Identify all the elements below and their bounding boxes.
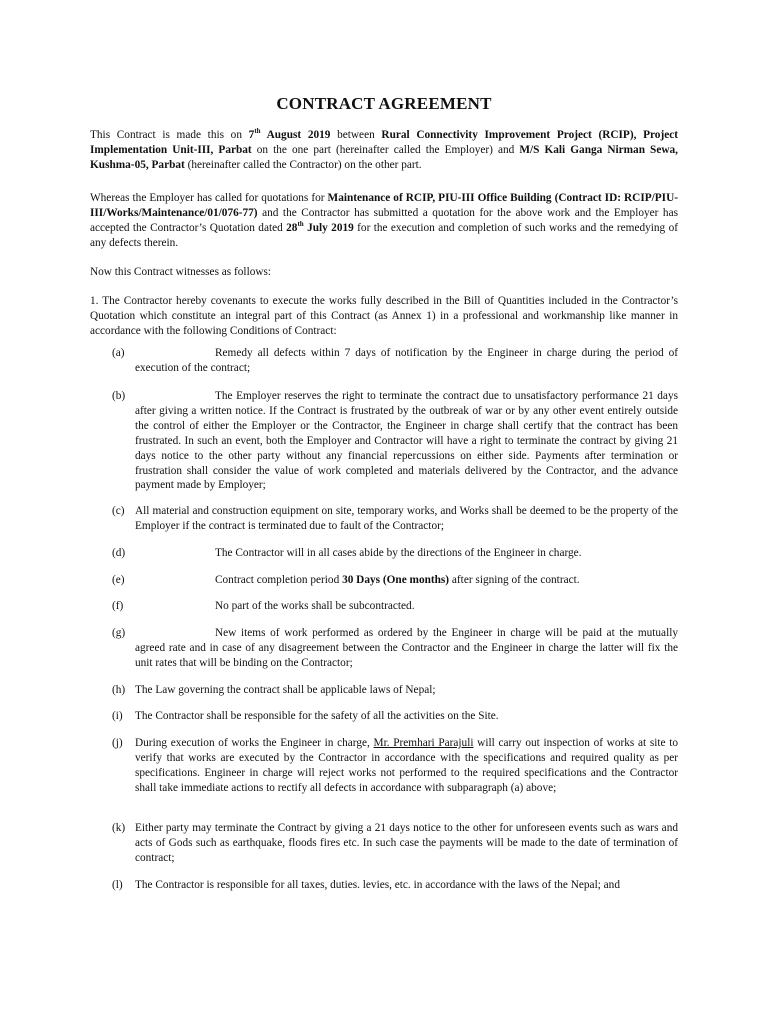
item-label: (f) [112,600,124,612]
employer-name: Rural Connectivity Improvement Project (RCIP), Project Implementation Unit-III, Parbat [90,129,679,156]
clause-item-d: (d) The Contractor will in all cases abide by the directions of the Engineer in charge. [112,547,582,559]
clause-item-g: (g) New items of work performed as ordered by the Engineer in charge will be paid at the mutually agreed rate and in case of any disagreement between the Contractor and the Engineer in charge the latter will fix the unit rates that will be binding on the Contractor; [112,627,678,669]
item-label: (b) [112,390,126,402]
item-label: (k) [112,822,126,834]
clause-item-l: (l) The Contractor is responsible for all taxes, duties. levies, etc. in accordance with the laws of the Nepal; and [112,879,620,891]
clause-item-k: (k) Either party may terminate the Contract by giving a 21 days notice to the other for unforeseen events such as wars and acts of Gods such as earthquake, floods fires etc. In such case the payments will be made to the date of termination of contract; [112,822,678,864]
clause-item-j: (j) During execution of works the Engineer in charge, Mr. Premhari Parajuli will carry out inspection of works at site to verify that works are executed by the Contractor in accordance with the specifications and required quality as per specifications. Engineer in charge will reject works not performed to the required specifications and the Contractor shall take immediate actions to rectify all defects in accordance with subparagraph (a) above; [112,737,678,794]
work-name: Maintenance of RCIP, PIU-III Office Building (Contract ID: RCIP/PIU-III/Works/Maintenance/01/076-77) [90,192,678,219]
item-label: (a) [112,347,125,359]
document-title: CONTRACT AGREEMENT [276,94,492,113]
clause-item-i: (i) The Contractor shall be responsible for the safety of all the activities on the Site. [112,710,499,722]
clause-item-a: (a) Remedy all defects within 7 days of notification by the Engineer in charge during the period of execution of the contract; [112,347,678,374]
contractor-name: M/S Kali Ganga Nirman Sewa, Kushma-05, Parbat [90,143,678,171]
clause-1: 1. The Contractor hereby covenants to execute the works fully described in the Bill of Quantities included in the Contractor’s Quotation which constitute an integral part of this Contract (as Annex 1) in a professional and workmanship like manner in accordance with the following Conditions of Contract: [90,295,678,337]
item-label: (i) [112,710,123,722]
clause-item-c: (c) All material and construction equipment on site, temporary works, and Works shall be deemed to be the property of the Employer if the contract is terminated due to fault of the Contractor; [112,505,678,532]
item-label: (j) [112,737,123,749]
engineer-name: Mr. Premhari Parajuli [373,737,474,749]
clause-item-e: (e) Contract completion period 30 Days (One months) after signing of the contract. [112,574,580,586]
item-label: (e) [112,574,125,586]
item-label: (d) [112,547,126,559]
item-label: (c) [112,505,125,517]
clause-item-f: (f) No part of the works shall be subcontracted. [112,600,415,612]
clause-item-h: (h) The Law governing the contract shall be applicable laws of Nepal; [112,684,436,696]
intro-paragraph: This Contract is made this on 7th August 2019 between Rural Connectivity Improvement Project (RCIP), Project Implementation Unit-III, Parbat on the one part (hereinafter called the Employer) and M/S Kali Ganga Nirman Sewa, Kushma-05, Parbat (hereinafter called the Contractor) on the other part. [90,127,679,171]
clause-item-b: (b) The Employer reserves the right to terminate the contract due to unsatisfactory performance 21 days after giving a written notice. If the Contract is frustrated by the outbreak of war or by any other event entirely outside the control of either the Employer or the Contractor, the Engineer in charge shall certify that the contract has been frustrated. In such an event, both the Employer and Contractor will have a right to terminate the contract by giving 21 days notice to the other party without any financial repercussions on either side. Payments after termination or frustration shall consider the value of work completed and materials delivered by the Contractor, and the advance payment made by Employer; [112,390,678,492]
item-label: (l) [112,879,123,891]
witness-line: Now this Contract witnesses as follows: [90,266,272,278]
item-label: (h) [112,684,126,696]
item-label: (g) [112,627,126,639]
whereas-paragraph: Whereas the Employer has called for quotations for Maintenance of RCIP, PIU-III Office Building (Contract ID: RCIP/PIU-III/Works/Maintenance/01/076-77) and the Contractor has submitted a quotation for the above work and the Employer has accepted the Contractor’s Quotation dated 28th July 2019 for the execution and completion of such works and the remedying of any defects therein. [90,192,678,249]
